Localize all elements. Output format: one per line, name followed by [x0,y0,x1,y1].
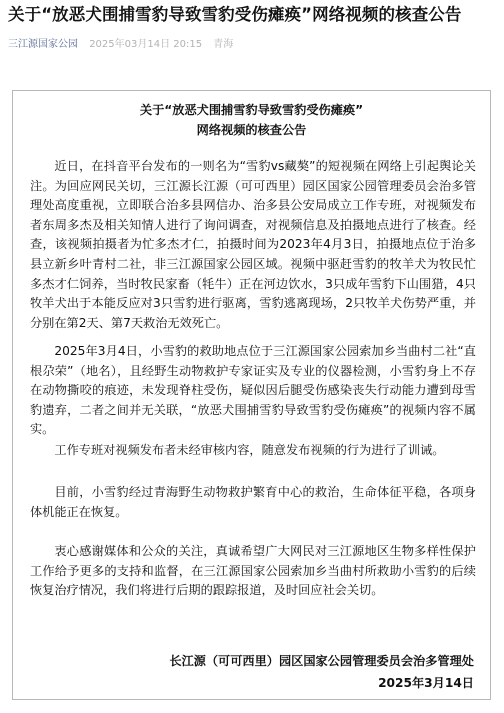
signature-organization: 长江源（可可西里）园区国家公园管理委员会治多管理处 [169,654,474,668]
notice-title-line2: 网络视频的核查公告 [196,123,307,137]
notice-paragraph-recovery: 目前，小雪豹经过青海野生动物救护繁育中心的救治，生命体征平稳，各项身体机能正在恢复。 [30,485,476,519]
account-name-link[interactable]: 三江源国家公园 [8,39,78,50]
notice-paragraph-investigation: 近日，在抖音平台发布的一则名为“雪豹vs藏獒”的短视频在网络上引起舆论关注。为回应网民关切，三江源长江源（可可西里）园区国家公园管理委员会治多管理处高度重视，立即联合治多县网信办、治多县公安局成立工作专班，对视频发布者东周多杰及相关知情人进行了询问调查，对视频信息及拍摄地点进行了核查。经查，该视频拍摄者为忙多杰才仁，拍摄时间为2023年4月3日，拍摄地点位于治多县立新乡叶青村二社，非三江源国家公园区域。视频中驱赶雪豹的牧羊犬为牧民忙多杰才仁饲养，当时牧民家畜（牦牛）正在河边饮水，3只成年雪豹下山围猎，4只牧羊犬出于本能反应对3只雪豹进行驱离，雪豹逃离现场，2只牧羊犬伤势严重，并分别在第2天、第7天救治无效死亡。 [30,159,476,330]
article-meta [8,38,233,52]
signature-date: 2025年3月14日 [378,676,474,690]
notice-paragraph-rescue-location: 2025年3月4日，小雪豹的救助地点位于三江源国家公园索加乡当曲村二社“直根尕荣”（地名），且经野生动物救护专家证实及专业的仪器检测，小雪豹身上不存在动物撕咬的痕迹，未发现脊柱受伤，疑似因后腿受伤感染丧失行动能力遭到母雪豹遗弃，二者之间并无关联，“放恶犬围捕雪豹导致雪豹受伤瘫痪”的视频内容不属实。 [30,344,476,437]
article-title: 关于“放恶犬围捕雪豹导致雪豹受伤瘫痪”网络视频的核查公告 [8,5,462,24]
notice-title-line1: 关于“放恶犬围捕雪豹导致雪豹受伤瘫痪” [139,103,364,117]
notice-paragraph-thanks: 衷心感谢媒体和公众的关注，真诚希望广大网民对三江源地区生物多样性保护工作给予更多的支持和监督，在三江源国家公园索加乡当曲村所救助小雪豹的后续恢复治疗情况，我们将进行后期的跟踪报道，及时回应社会关切。 [30,544,476,598]
publish-location: 青海 [213,39,234,50]
notice-paragraph-admonition: 工作专班对视频发布者未经审核内容，随意发布视频的行为进行了训诫。 [54,443,445,457]
publish-date: 2025年03月14日 20:15 [89,39,203,50]
